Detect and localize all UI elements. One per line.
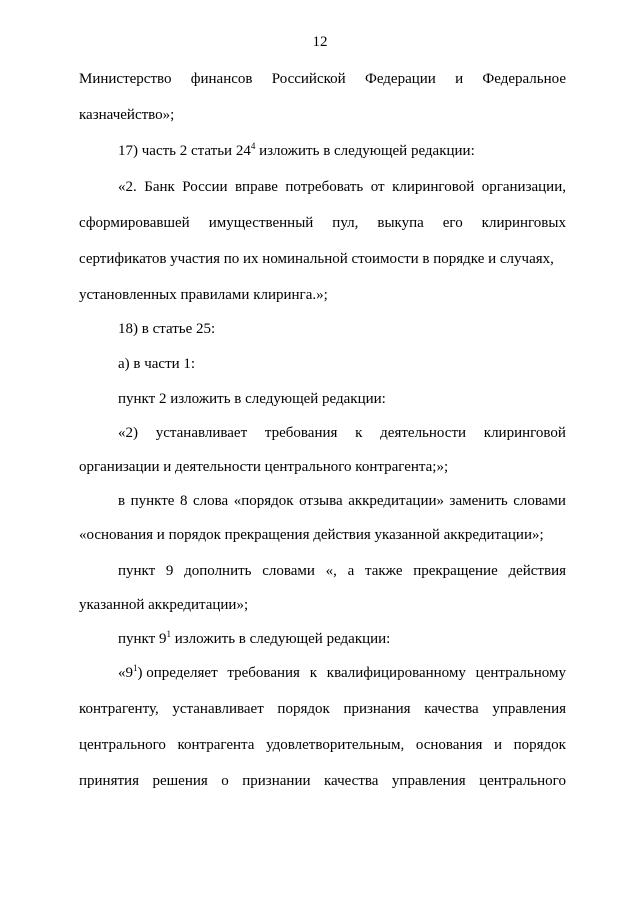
word: клиринговой [483,425,566,441]
word: устанавливает [155,425,248,441]
text-line-18 [118,664,566,682]
superscript: 1 [133,663,138,673]
word: словами [513,493,566,509]
word: клиринговой [392,179,475,195]
word: Банк [144,179,175,195]
text-line-20 [79,736,566,754]
text-segment: «9 [118,665,133,681]
text-segment: 17) часть 2 статьи 24 [118,143,251,159]
word: слова [193,493,229,509]
word: Российской [271,71,346,87]
word: центрального [479,773,566,789]
text-line-17 [118,630,605,648]
word: и [455,71,464,87]
text-line-9: а) в части 1: [118,356,196,372]
word: «2. [118,179,137,195]
text-line-12: организации и деятельности центрального контрагента;»; [79,459,449,475]
word: имущественный [208,215,314,231]
word: организации, [481,179,566,195]
superscript: 4 [250,141,256,151]
word: прекращение [413,563,498,579]
word: в [118,493,126,509]
text-segment: ) определяет [137,665,218,681]
word: также [364,563,403,579]
word: признания [343,701,411,717]
word: решения [152,773,208,789]
text-line-2: казначейство»; [79,107,175,123]
word: заменить [449,493,508,509]
word: к [355,425,363,441]
word: дополнить [184,563,252,579]
word: качества [323,773,379,789]
word [118,664,218,682]
word: Федеральное [482,71,566,87]
superscript: 1 [166,629,171,639]
word: вправе [234,179,278,195]
word: клиринговых [481,215,566,231]
word: «2) [118,425,138,441]
word: центрального [79,737,166,753]
text-line-6: сертификатов участия по их номинальной стоимости в порядке и случаях, [79,251,554,267]
word: деятельности [380,425,467,441]
word: центральному [475,665,566,681]
text-segment: изложить в следующей редакции: [170,631,391,647]
word: требования [264,425,338,441]
word: устанавливает [172,701,264,717]
text-segment: пункт 9 [118,631,167,647]
text-line-10: пункт 2 изложить в следующей редакции: [118,391,386,407]
word: «, [325,563,337,579]
word: квалифицированному [326,665,466,681]
word: порядок [513,737,566,753]
text-line-4 [118,178,566,196]
page-number: 12 [312,34,328,50]
word: Федерации [364,71,436,87]
text-line-15 [118,562,566,580]
word: удовлетворительным, [266,737,405,753]
text-line-5 [79,214,566,232]
text-line-7: установленных правилами клиринга.»; [79,287,328,303]
word: действия [508,563,566,579]
word: и [493,737,503,753]
word: Министерство [79,71,172,87]
word: принятия [79,773,139,789]
text-line-21 [79,772,566,790]
word: 8 [179,493,188,509]
text-line-1 [79,70,566,88]
word: выкупа [377,215,424,231]
word: порядок [277,701,330,717]
word: от [370,179,385,195]
word: пункте [130,493,175,509]
word: к [309,665,318,681]
text-line-14: «основания и порядок прекращения действия указанной аккредитации»; [79,527,544,543]
text-line-13 [118,492,566,510]
text-segment: изложить в следующей редакции: [255,143,475,159]
word: основания [415,737,483,753]
word: о [221,773,229,789]
word: пул, [332,215,359,231]
word: потребовать [285,179,364,195]
word: России [182,179,228,195]
text-line-11 [118,424,566,442]
word: 9 [165,563,174,579]
word: финансов [190,71,253,87]
word: «порядок [233,493,294,509]
word: управления [391,773,466,789]
word: аккредитации» [348,493,445,509]
text-line-16: указанной аккредитации»; [79,597,249,613]
word: контрагента [177,737,255,753]
word: контрагенту, [79,701,159,717]
word: а [347,563,355,579]
word: требования [227,665,300,681]
text-line-19 [79,700,566,718]
word: признании [242,773,311,789]
text-line-3 [118,142,605,160]
text-line-8: 18) в статье 25: [118,321,216,337]
word: сформировавшей [79,215,190,231]
word: его [442,215,463,231]
word: управления [492,701,566,717]
word: качества [424,701,479,717]
word: отзыва [299,493,343,509]
word: пункт [118,563,156,579]
word: словами [262,563,315,579]
